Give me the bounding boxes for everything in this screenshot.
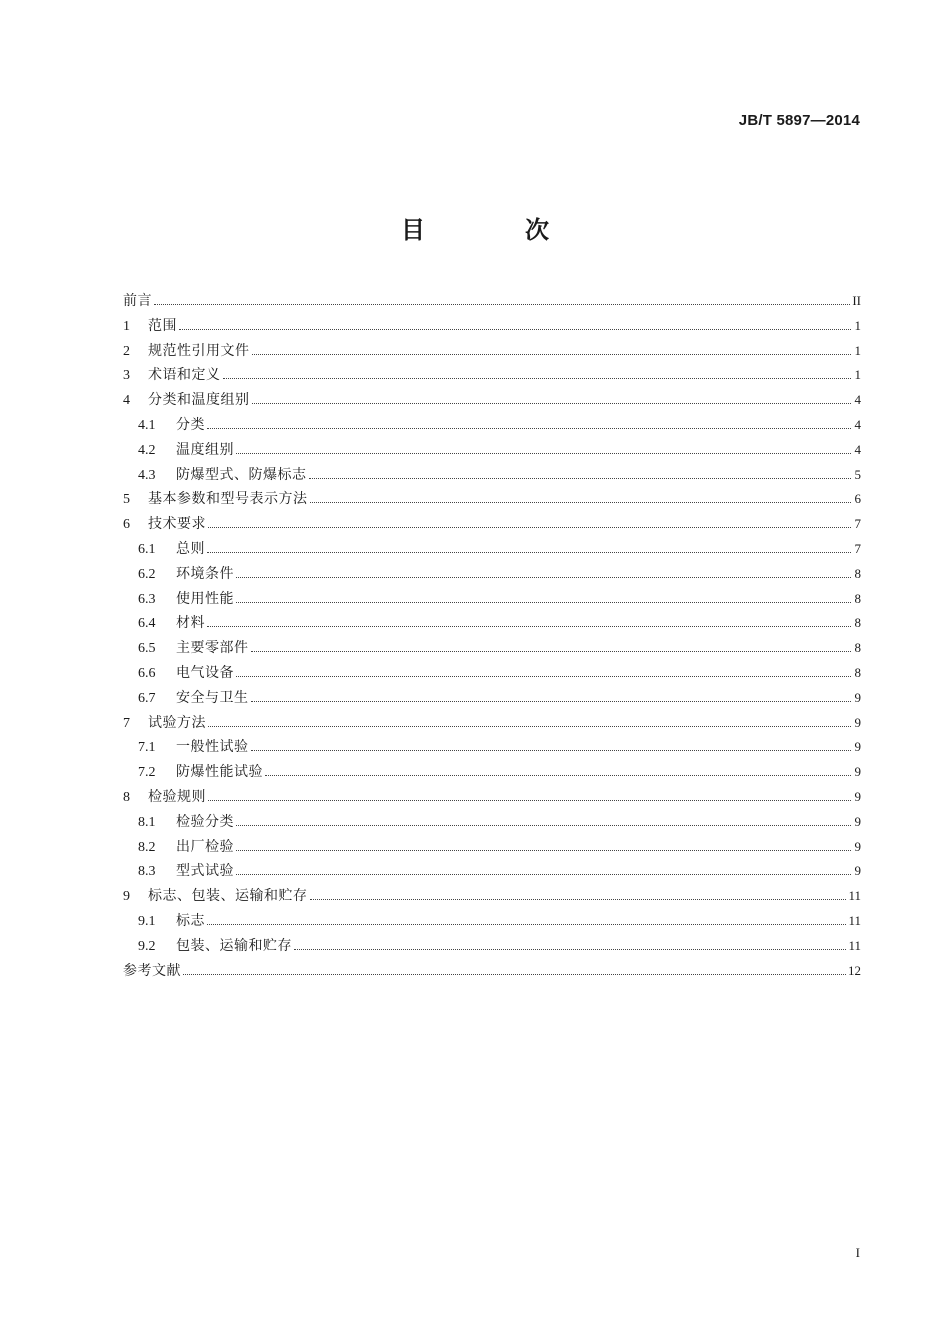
toc-entry-page: 4: [854, 416, 861, 432]
dot-leader: [251, 701, 852, 702]
toc-entry-label: 材料: [176, 615, 205, 632]
toc-entry-number: 8.2: [138, 839, 156, 855]
dot-leader: [236, 874, 851, 875]
toc-entry-number: 4: [123, 393, 130, 409]
dot-leader: [207, 924, 846, 925]
toc-entry-label: 防爆型式、防爆标志: [176, 466, 307, 483]
toc-entry-number: 6: [123, 517, 130, 533]
toc-entry[interactable]: [123, 289, 861, 314]
toc-entry-label: 温度组别: [176, 441, 234, 458]
toc-entry-page: 8: [854, 615, 861, 631]
toc-entry[interactable]: [123, 735, 861, 760]
toc-entry-label: 一般性试验: [176, 739, 249, 756]
toc-entry-number: 6.5: [138, 641, 156, 657]
toc-entry[interactable]: [123, 686, 861, 711]
toc-entry-number: 7: [123, 715, 130, 731]
toc-entry-page: 1: [854, 342, 861, 358]
toc-entry[interactable]: [123, 314, 861, 339]
toc-entry-label: 术语和定义: [148, 367, 221, 384]
toc-entry-page: 9: [854, 714, 861, 730]
dot-leader: [309, 478, 852, 479]
toc-entry-page: 9: [854, 788, 861, 804]
dot-leader: [294, 949, 846, 950]
toc-entry-page: 4: [854, 441, 861, 457]
toc-entry-number: 3: [123, 368, 130, 384]
toc-entry-number: 6.1: [138, 541, 156, 557]
toc-entry[interactable]: [123, 562, 861, 587]
toc-entry[interactable]: [123, 587, 861, 612]
toc-entry-label: 防爆性能试验: [176, 764, 263, 781]
toc-entry[interactable]: [123, 512, 861, 537]
toc-entry-page: 1: [854, 317, 861, 333]
toc-entry-number: 9.1: [138, 913, 156, 929]
page-number: I: [855, 1245, 860, 1260]
dot-leader: [208, 527, 851, 528]
dot-leader: [236, 453, 851, 454]
dot-leader: [207, 428, 851, 429]
toc-entry-page: II: [852, 293, 861, 308]
toc-entry[interactable]: [123, 909, 861, 934]
toc-entry-page: 4: [854, 392, 861, 408]
toc-entry[interactable]: [123, 934, 861, 959]
dot-leader: [236, 825, 851, 826]
toc-entry-page: 7: [854, 516, 861, 532]
toc-entry[interactable]: [123, 785, 861, 810]
toc-entry[interactable]: [123, 835, 861, 860]
toc-entry-label: 试验方法: [148, 714, 206, 731]
toc-entry-number: 6.7: [138, 690, 156, 706]
dot-leader: [310, 899, 847, 900]
toc-entry[interactable]: [123, 438, 861, 463]
dot-leader: [252, 354, 852, 355]
toc-entry-label: 技术要求: [148, 516, 206, 533]
dot-leader: [208, 726, 851, 727]
toc-entry-page: 8: [854, 640, 861, 656]
toc-entry-number: 4.1: [138, 417, 156, 433]
toc-entry-number: 8.1: [138, 814, 156, 830]
toc-entry-number: 6.3: [138, 591, 156, 607]
toc-entry-label: 电气设备: [176, 664, 234, 681]
toc-entry[interactable]: [123, 463, 861, 488]
toc-entry-number: 4.3: [138, 467, 156, 483]
toc-entry[interactable]: [123, 363, 861, 388]
dot-leader: [183, 974, 846, 975]
toc-entry-number: 8.3: [138, 864, 156, 880]
toc-entry-page: 9: [854, 813, 861, 829]
toc-entry-page: 8: [854, 664, 861, 680]
dot-leader: [179, 329, 851, 330]
toc-entry[interactable]: [123, 339, 861, 364]
dot-leader: [236, 577, 851, 578]
toc-entry-number: 6.4: [138, 616, 156, 632]
toc-entry-page: 11: [848, 937, 861, 953]
toc-entry-label: 检验规则: [148, 788, 206, 805]
toc-entry-label: 安全与卫生: [176, 689, 249, 706]
toc-entry-label: 范围: [148, 317, 177, 334]
toc-entry-page: 11: [848, 912, 861, 928]
page-title: 目 次: [401, 216, 587, 244]
toc-entry-label: 参考文献: [123, 962, 181, 979]
dot-leader: [154, 304, 850, 305]
toc-entry-number: 2: [123, 343, 130, 359]
toc-entry-label: 标志: [176, 912, 205, 929]
toc-entry[interactable]: [123, 636, 861, 661]
toc-entry-label: 主要零部件: [176, 640, 249, 657]
toc-entry[interactable]: [123, 611, 861, 636]
toc-entry-page: 12: [848, 962, 861, 978]
toc-entry[interactable]: [123, 859, 861, 884]
toc-entry-page: 9: [854, 863, 861, 879]
toc-entry[interactable]: [123, 388, 861, 413]
toc-entry[interactable]: [123, 760, 861, 785]
toc-entry-label: 前言: [123, 293, 152, 309]
toc-entry-number: 4.2: [138, 442, 156, 458]
toc-entry-number: 6.6: [138, 665, 156, 681]
toc-entry[interactable]: [123, 884, 861, 909]
toc-entry-page: 7: [854, 540, 861, 556]
toc-entry-page: 1: [854, 367, 861, 383]
toc-entry-number: 9: [123, 889, 130, 905]
toc-entry-number: 7.1: [138, 740, 156, 756]
toc-entry[interactable]: [123, 537, 861, 562]
toc-entry-number: 1: [123, 318, 130, 334]
toc-entry[interactable]: [123, 487, 861, 512]
dot-leader: [208, 800, 851, 801]
toc-entry-number: 7.2: [138, 765, 156, 781]
toc-entry[interactable]: [123, 711, 861, 736]
dot-leader: [207, 552, 851, 553]
toc-entry-page: 9: [854, 739, 861, 755]
toc-entry-label: 标志、包装、运输和贮存: [148, 888, 308, 905]
toc-entry[interactable]: [123, 661, 861, 686]
dot-leader: [207, 626, 851, 627]
toc-entry-label: 出厂检验: [176, 838, 234, 855]
toc-entry-page: 8: [854, 565, 861, 581]
dot-leader: [310, 502, 852, 503]
toc-entry-label: 总则: [176, 540, 205, 557]
toc-entry[interactable]: [123, 810, 861, 835]
standard-code: JB/T 5897—2014: [738, 112, 860, 129]
table-of-contents: [123, 289, 861, 983]
dot-leader: [236, 850, 851, 851]
toc-entry-number: 5: [123, 492, 130, 508]
dot-leader: [223, 378, 852, 379]
toc-entry-page: 9: [854, 764, 861, 780]
toc-entry-label: 基本参数和型号表示方法: [148, 491, 308, 508]
dot-leader: [252, 403, 852, 404]
toc-entry-label: 分类: [176, 416, 205, 433]
toc-entry-label: 检验分类: [176, 813, 234, 830]
dot-leader: [236, 602, 851, 603]
toc-entry-label: 分类和温度组别: [148, 392, 250, 409]
toc-entry[interactable]: [123, 413, 861, 438]
toc-entry-page: 9: [854, 689, 861, 705]
toc-entry-page: 11: [848, 888, 861, 904]
dot-leader: [236, 676, 851, 677]
toc-entry-number: 9.2: [138, 938, 156, 954]
dot-leader: [265, 775, 851, 776]
toc-entry-number: 8: [123, 789, 130, 805]
toc-entry-label: 规范性引用文件: [148, 342, 250, 359]
toc-entry-page: 8: [854, 590, 861, 606]
dot-leader: [251, 651, 852, 652]
toc-entry-page: 6: [854, 491, 861, 507]
toc-entry-label: 使用性能: [176, 590, 234, 607]
toc-entry-label: 环境条件: [176, 565, 234, 582]
toc-entry-number: 6.2: [138, 566, 156, 582]
toc-entry[interactable]: [123, 959, 861, 984]
toc-entry-label: 型式试验: [176, 863, 234, 880]
toc-entry-page: 9: [854, 838, 861, 854]
dot-leader: [251, 750, 852, 751]
toc-entry-page: 5: [854, 466, 861, 482]
toc-entry-label: 包装、运输和贮存: [176, 937, 292, 954]
